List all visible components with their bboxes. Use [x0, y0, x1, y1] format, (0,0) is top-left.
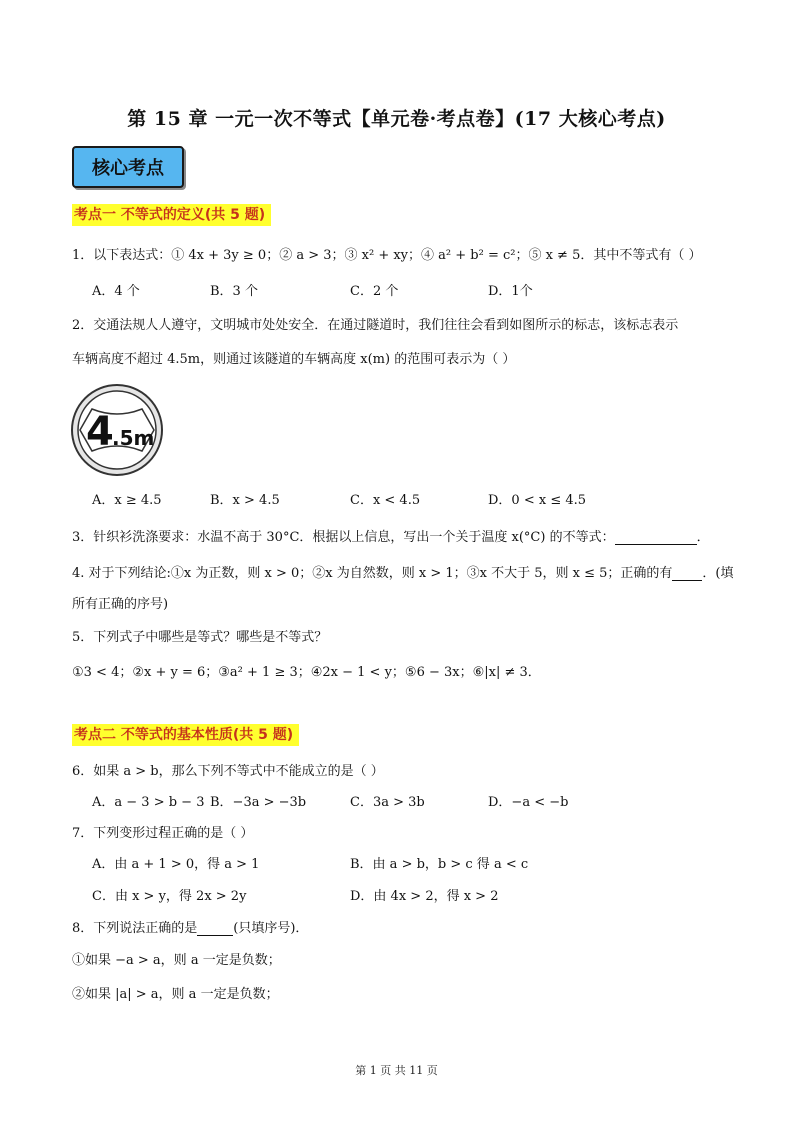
- question-1-option-a: A．4 个: [92, 284, 140, 299]
- question-5-stem: 5．下列式子中哪些是等式？哪些是不等式？: [72, 630, 328, 645]
- question-1-option-b: B．3 个: [210, 284, 258, 299]
- section-heading-2: 考点二 不等式的基本性质(共 5 题): [72, 724, 299, 746]
- height-limit-sign: [70, 383, 164, 477]
- question-2-option-c: C．x < 4.5: [350, 493, 421, 508]
- question-4-stem-end: ．(填: [702, 566, 734, 581]
- question-2-line-2: 车辆高度不超过 4.5m，则通过该隧道的车辆高度 x(m) 的范围可表示为（ ）: [72, 352, 516, 367]
- question-4-stem: 4. 对于下列结论:①x 为正数，则 x > 0；②x 为自然数，则 x > 1；③x 不大于 5，则 x ≤ 5；正确的有: [72, 566, 673, 581]
- question-3-end: ．: [696, 530, 710, 545]
- section-heading-1: 考点一 不等式的定义(共 5 题): [72, 204, 271, 226]
- sign-unit: .5m: [112, 426, 155, 450]
- question-8-item-1: ①如果 −a > a，则 a 一定是负数；: [72, 953, 281, 968]
- question-6-option-c: C．3a > 3b: [350, 795, 425, 810]
- question-7-option-c: C．由 x > y，得 2x > 2y: [92, 889, 247, 904]
- height-limit-sign-graphic: [70, 383, 164, 477]
- question-4-line-2: 所有正确的序号): [72, 597, 169, 612]
- question-2-option-b: B．x > 4.5: [210, 493, 280, 508]
- question-1-option-c: C．2 个: [350, 284, 399, 299]
- question-7-option-d: D．由 4x > 2，得 x > 2: [350, 889, 499, 904]
- question-1-option-d: D．1个: [488, 284, 533, 299]
- question-8-stem: [72, 917, 308, 936]
- question-3: [72, 526, 710, 545]
- page-title: 第 15 章 一元一次不等式【单元卷·考点卷】(17 大核心考点): [127, 108, 666, 130]
- question-4-line-1: [72, 562, 733, 581]
- question-7-stem: 7．下列变形过程正确的是（ ）: [72, 826, 254, 841]
- question-8-answer-blank[interactable]: [197, 921, 233, 936]
- question-3-answer-blank[interactable]: [615, 530, 697, 545]
- question-4-answer-blank[interactable]: [672, 566, 702, 581]
- core-topics-badge: 核心考点: [72, 146, 184, 188]
- question-5-items: ①3 < 4；②x + y = 6；③a² + 1 ≥ 3；④2x − 1 < y；⑤6 − 3x；⑥|x| ≠ 3．: [72, 665, 541, 680]
- question-7-option-a: A．由 a + 1 > 0，得 a > 1: [92, 857, 260, 872]
- question-2-option-d: D．0 < x ≤ 4.5: [488, 493, 587, 508]
- sign-number: 4: [86, 409, 114, 455]
- question-8-stem-pre: 8．下列说法正确的是: [72, 921, 198, 936]
- question-1-stem: 1．以下表达式：① 4x + 3y ≥ 0；② a > 3；③ x² + xy；④ a² + b² = c²；⑤ x ≠ 5．其中不等式有（ ）: [72, 248, 702, 263]
- page-footer: 第 1 页 共 11 页: [355, 1064, 438, 1077]
- question-6-option-d: D．−a < −b: [488, 795, 569, 810]
- question-2-option-a: A．x ≥ 4.5: [92, 493, 162, 508]
- question-3-stem: 3．针织衫洗涤要求：水温不高于 30°C．根据以上信息，写出一个关于温度 x(°C) 的不等式：: [72, 530, 615, 545]
- question-8-stem-post: (只填序号)．: [233, 921, 309, 936]
- question-6-option-a: A．a − 3 > b − 3: [92, 795, 205, 810]
- question-2-line-1: 2．交通法规人人遵守，文明城市处处安全．在通过隧道时，我们往往会看到如图所示的标志，该标志表示: [72, 318, 679, 333]
- question-6-option-b: B．−3a > −3b: [210, 795, 307, 810]
- question-7-option-b: B．由 a > b，b > c 得 a < c: [350, 857, 529, 872]
- question-8-item-2: ②如果 |a| > a，则 a 一定是负数；: [72, 987, 279, 1002]
- question-6-stem: 6．如果 a > b，那么下列不等式中不能成立的是（ ）: [72, 764, 384, 779]
